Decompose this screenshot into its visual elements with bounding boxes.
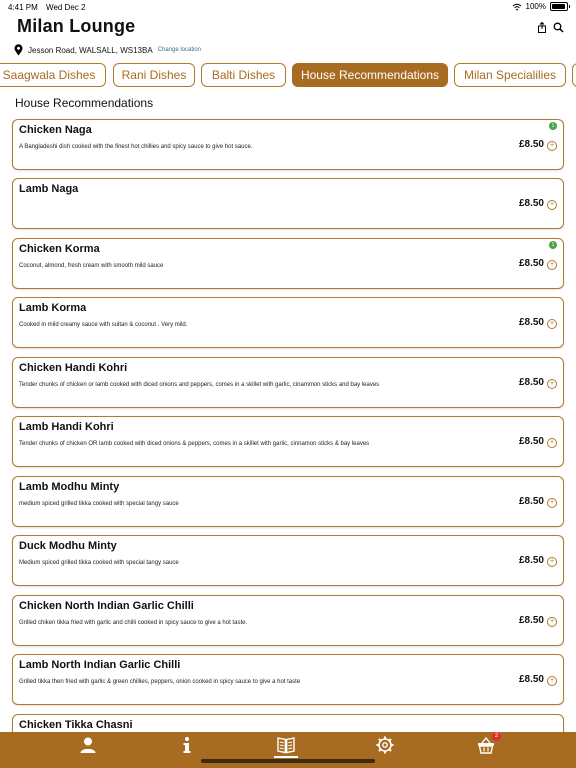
add-icon[interactable]: + [547,498,557,508]
item-price: £8.50 [518,317,544,328]
item-name: Chicken North Indian Garlic Chilli [19,600,194,612]
info-icon[interactable] [178,736,196,754]
location-pin-icon [14,44,23,56]
menu-item-card[interactable] [12,535,564,586]
add-icon[interactable]: + [547,319,557,329]
change-location-link[interactable]: Change location [157,47,202,53]
add-icon[interactable]: + [547,617,557,627]
add-icon[interactable]: + [547,438,557,448]
wifi-icon [512,3,522,11]
share-icon[interactable] [537,22,547,33]
basket-icon[interactable] [477,733,499,754]
item-name: Lamb Handi Kohri [19,421,114,433]
menu-item-card[interactable] [12,238,564,289]
add-icon[interactable]: + [547,676,557,686]
profile-icon[interactable] [79,736,97,754]
item-price: £8.50 [518,436,544,447]
add-icon[interactable]: + [547,379,557,389]
tab-rani-dishes[interactable]: Rani Dishes [113,63,195,87]
item-price: £8.50 [518,496,544,507]
item-price: £8.50 [518,258,544,269]
item-description: Tender chunks of chicken or lamb cooked with diced onions and peppers, comes in a skillet with garlic, cinammon sticks and bay leaves [19,382,380,388]
tab-balti-dishes[interactable]: Balti Dishes [201,63,286,87]
search-icon[interactable] [553,22,564,33]
battery-icon [550,2,568,11]
section-title: House Recommendations [15,96,154,110]
item-price: £8.50 [518,139,544,150]
item-description: Cooked in mild creamy sauce with sultan & coconut . Very mild. [19,322,188,328]
address-text: Jesson Road, WALSALL, WS13BA [28,45,153,55]
settings-icon[interactable] [376,736,394,754]
tab-house-recommendations[interactable]: House Recommendations [292,63,448,87]
item-description: A Bangladeshi dish cooked with the finest hot chillies and spicy sauce to give hot sauce. [19,144,253,150]
item-name: Lamb Naga [19,183,79,195]
tab-saagwala-dishes[interactable]: Saagwala Dishes [0,63,106,87]
menu-item-card[interactable] [12,476,564,527]
add-icon[interactable]: + [547,141,557,151]
battery-percent: 100% [525,2,546,11]
menu-item-card[interactable] [12,595,564,646]
item-description: Medium spiced grilled tikka cooked with special tangy sauce [19,560,179,566]
status-time: 4:41 PM [8,3,38,12]
item-description: Grilled chiken tikka fried with garlic and chilli cooked in spicy sauce to give a hot taste. [19,620,248,626]
tab-more[interactable] [572,63,576,87]
menu-item-card[interactable] [12,357,564,408]
item-name: Chicken Naga [19,124,92,136]
item-description: medium spiced grilled tikka cooked with special tangy sauce [19,501,179,507]
item-price: £8.50 [518,555,544,566]
menu-item-card[interactable] [12,416,564,467]
item-name: Lamb Korma [19,302,87,314]
status-bar [0,0,576,14]
tab-milan-specialities[interactable]: Milan Specialilies [454,63,566,87]
item-name: Lamb North Indian Garlic Chilli [19,659,181,671]
item-description: Tender chunks of chicken OR lamb cooked with diced onions & peppers, comes in a skillet with garlic, cinnamon sticks & bay leaves [19,441,370,447]
item-name: Duck Modhu Minty [19,540,117,552]
status-date: Wed Dec 2 [46,3,86,12]
item-name: Chicken Korma [19,243,100,255]
add-icon[interactable]: + [547,260,557,270]
item-name: Chicken Tikka Chasni [19,719,133,731]
page-title: Milan Lounge [17,16,136,36]
home-indicator [201,759,375,763]
menu-item-card[interactable] [12,119,564,170]
menu-item-card[interactable] [12,654,564,705]
item-name: Chicken Handi Kohri [19,362,128,374]
item-description: Coconut, almond, fresh cream with smooth mild sauce [19,263,164,269]
cart-count-badge: 2 [492,732,501,741]
item-name: Lamb Modhu Minty [19,481,120,493]
quantity-badge: 1 [549,122,557,130]
item-price: £8.50 [518,674,544,685]
menu-item-card[interactable] [12,178,564,229]
add-icon[interactable]: + [547,557,557,567]
menu-item-card[interactable] [12,297,564,348]
category-tabs [0,63,576,89]
add-icon[interactable]: + [547,200,557,210]
menu-icon[interactable] [277,736,295,754]
item-description: Grilled tikka then fried with garlic & green chillies, peppers, onion cooked in spicy sauce to give a hot taste [19,679,301,685]
item-price: £8.50 [518,198,544,209]
quantity-badge: 1 [549,241,557,249]
item-price: £8.50 [518,615,544,626]
location-row [14,44,201,56]
item-price: £8.50 [518,377,544,388]
